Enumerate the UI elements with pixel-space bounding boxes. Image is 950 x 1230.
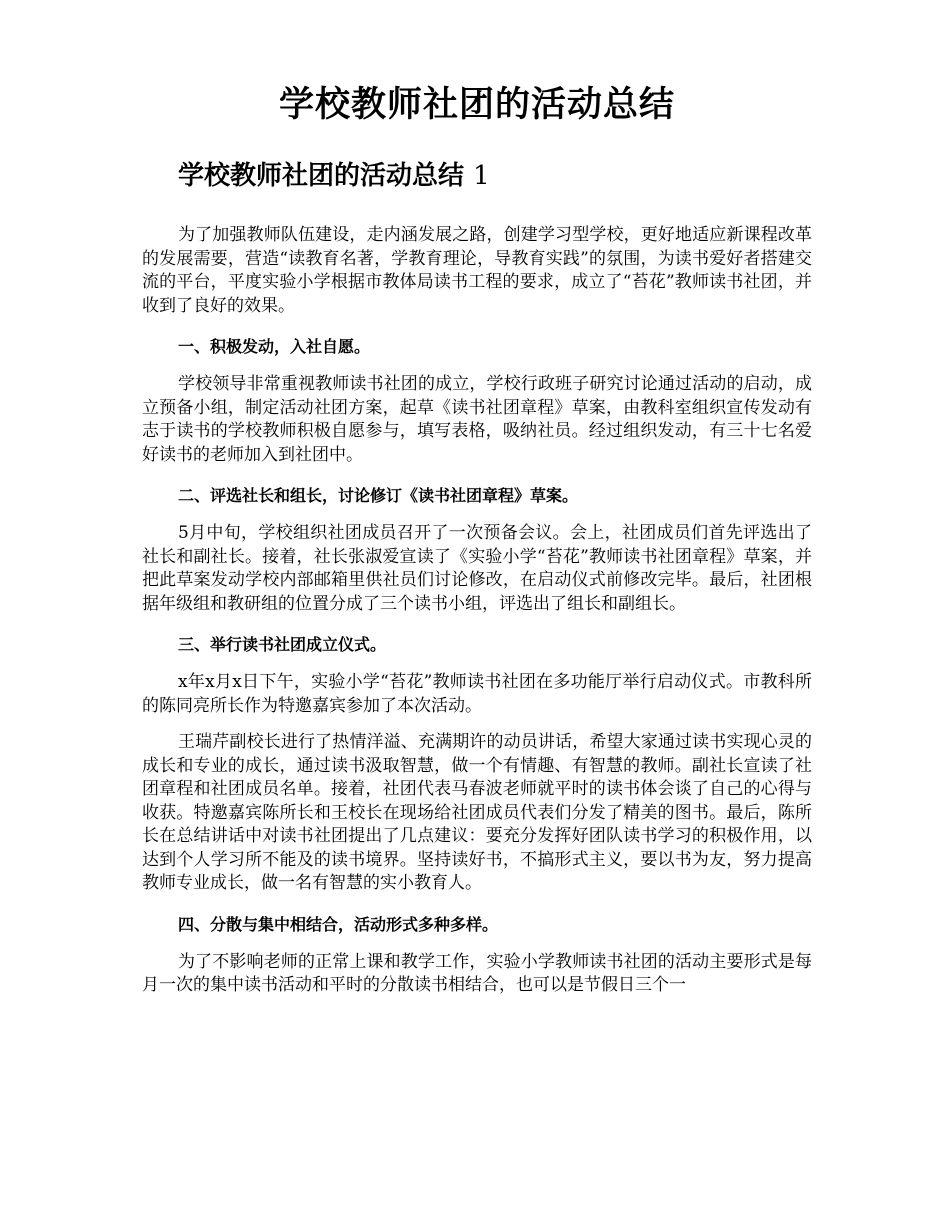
section-title <box>142 158 812 194</box>
document-body <box>142 224 812 998</box>
paragraph: x年x月x日下午，实验小学“苔花”教师读书社团在多功能厅举行启动仪式。市教科所的陈同亮所长作为特邀嘉宾参加了本次活动。 <box>142 672 812 716</box>
section-number: 1 <box>473 161 490 191</box>
subheading: 一、积极发动，入社自愿。 <box>178 337 371 356</box>
paragraph: 5月中旬，学校组织社团成员召开了一次预备会议。会上，社团成员们首先评选出了社长和副社长。接着，社长张淑爱宣读了《实验小学“苔花”教师读书社团章程》草案，并把此草案发动学校内部邮箱里供社员们讨论修改，在启动仪式前修改完毕。最后，社团根据年级组和教研组的位置分成了三个读书小组，评选出了组长和副组长。 <box>142 523 812 614</box>
paragraph: 为了加强教师队伍建设，走内涵发展之路，创建学习型学校，更好地适应新课程改革的发展需要，营造“读教育名著，学教育理论，导教育实践”的氛围，为读书爱好者搭建交流的平台，平度实验小学根据市教体局读书工程的要求，成立了“苔花”教师读书社团，并收到了良好的效果。 <box>142 225 812 316</box>
paragraph: 学校领导非常重视教师读书社团的成立，学校行政班子研究讨论通过活动的启动，成立预备小组，制定活动社团方案，起草《读书社团章程》草案，由教科室组织宣传发动有志于读书的学校教师积极自愿参与，填写表格，吸纳社员。经过组织发动，有三十七名爱好读书的老师加入到社团中。 <box>142 374 812 465</box>
paragraph: 王瑞芹副校长进行了热情洋溢、充满期许的动员讲话，希望大家通过读书实现心灵的成长和专业的成长，通过读书汲取智慧，做一个有情趣、有智慧的教师。副社长宣读了社团章程和社团成员名单。接着，社团代表马春波老师就平时的读书体会谈了自己的心得与收获。特邀嘉宾陈所长和王校长在现场给社团成员代表们分发了精美的图书。最后，陈所长在总结讲话中对读书社团提出了几点建议：要充分发挥好团队读书学习的积极作用，以达到个人学习所不能及的读书境界。坚持读好书，不搞形式主义，要以书为友，努力提高教师专业成长，做一名有智慧的实小教育人。 <box>142 732 812 893</box>
paragraph: 为了不影响老师的正常上课和教学工作，实验小学教师读书社团的活动主要形式是每月一次的集中读书活动和平时的分散读书相结合，也可以是节假日三个一 <box>142 951 812 995</box>
subheading: 四、分散与集中相结合，活动形式多种多样。 <box>178 914 499 934</box>
document-title: 学校教师社团的活动总结 <box>278 84 675 125</box>
subheading: 三、举行读书社团成立仪式。 <box>178 635 387 654</box>
subheading: 二、评选社长和组长，讨论修订《读书社团章程》草案。 <box>178 486 579 505</box>
section-title-text: 学校教师社团的活动总结 <box>178 161 465 191</box>
